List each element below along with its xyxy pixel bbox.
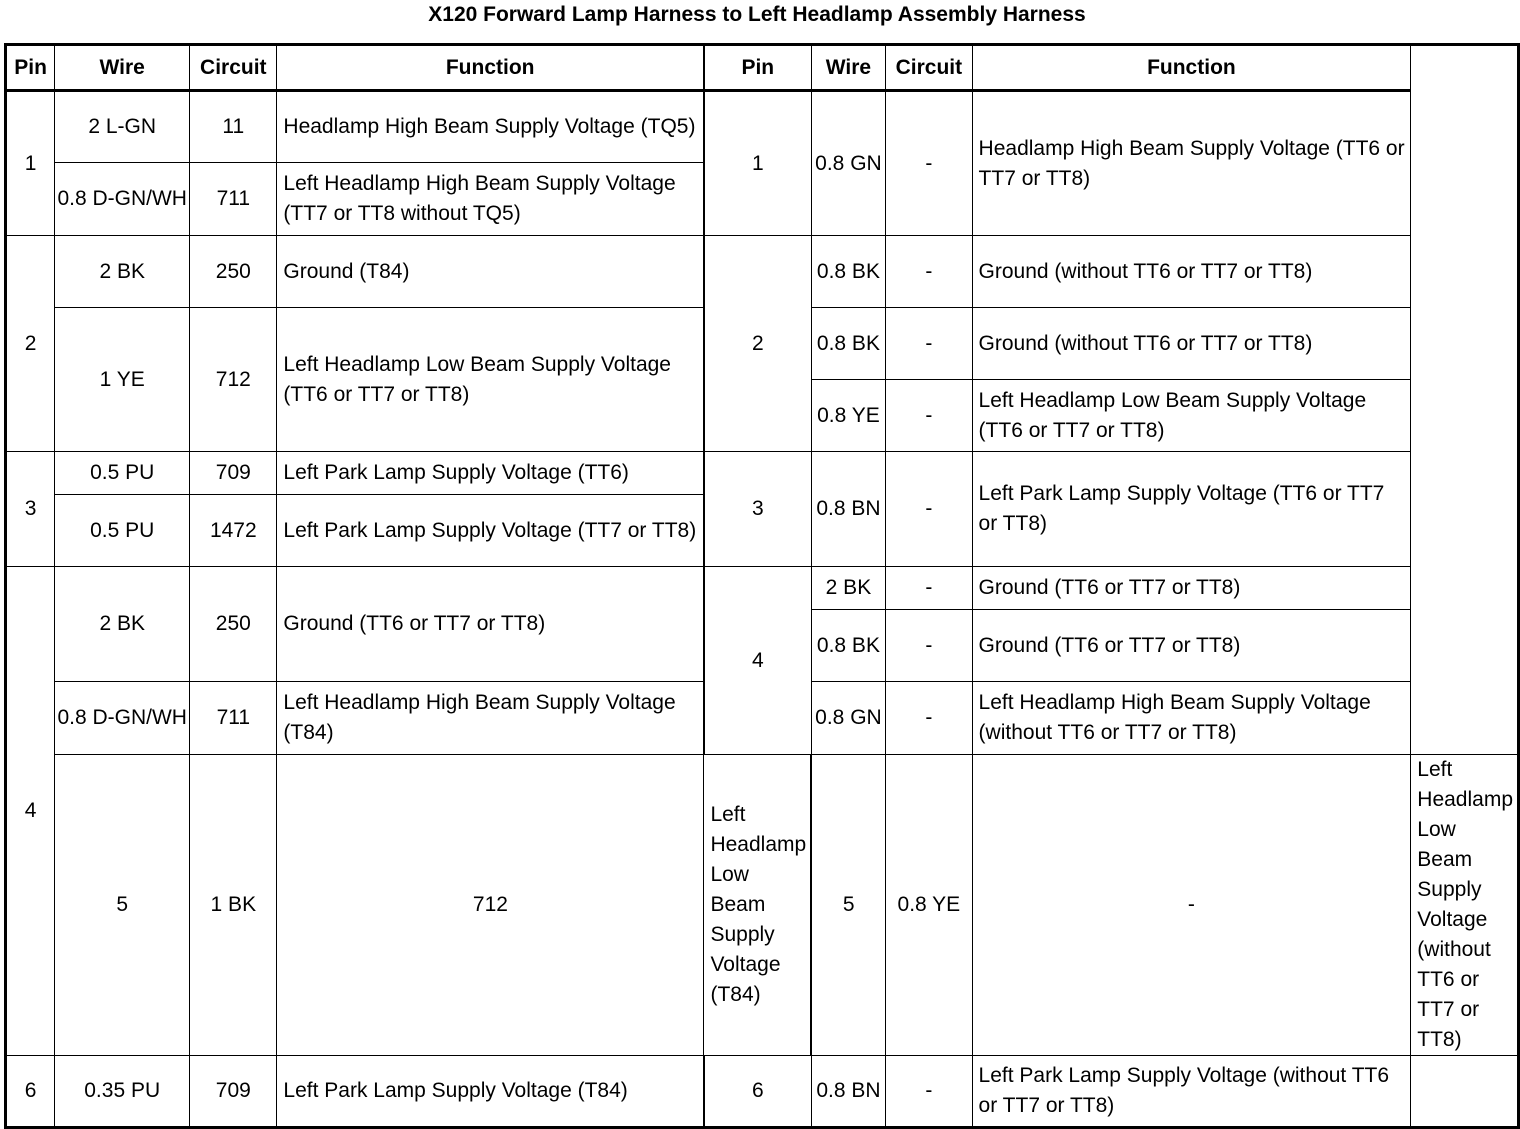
left-function-cell: Left Headlamp High Beam Supply Voltage (TT7 or TT8 without TQ5) bbox=[277, 163, 704, 236]
left-pin-cell: 3 bbox=[6, 452, 55, 567]
left-wire-cell: 1 BK bbox=[190, 755, 277, 1056]
left-circuit-cell: 709 bbox=[190, 452, 277, 495]
left-circuit-cell: 709 bbox=[190, 1056, 277, 1128]
document-title: X120 Forward Lamp Harness to Left Headlamp Assembly Harness bbox=[428, 3, 1086, 26]
right-function-cell: Ground (TT6 or TT7 or TT8) bbox=[972, 610, 1411, 682]
left-wire-cell: 0.35 PU bbox=[55, 1056, 190, 1128]
left-circuit-cell: 1472 bbox=[190, 495, 277, 567]
header-pin-right: Pin bbox=[704, 45, 811, 91]
right-pin-cell: 1 bbox=[704, 91, 811, 236]
right-wire-cell: 0.8 BK bbox=[811, 610, 886, 682]
table-row bbox=[6, 567, 1519, 610]
table-row bbox=[6, 1056, 1519, 1128]
left-wire-cell: 0.8 D-GN/WH bbox=[55, 163, 190, 236]
right-pin-cell: 6 bbox=[704, 1056, 811, 1128]
left-pin-cell: 2 bbox=[6, 236, 55, 452]
header-wire-right: Wire bbox=[811, 45, 886, 91]
right-wire-cell: 0.8 YE bbox=[886, 755, 972, 1056]
left-function-cell: Left Park Lamp Supply Voltage (TT6) bbox=[277, 452, 704, 495]
right-function-cell: Ground (TT6 or TT7 or TT8) bbox=[972, 567, 1411, 610]
right-circuit-cell: - bbox=[886, 91, 972, 236]
right-function-cell: Left Headlamp Low Beam Supply Voltage (without TT6 or TT7 or TT8) bbox=[1411, 755, 1519, 1056]
right-pin-cell: 2 bbox=[704, 236, 811, 452]
left-circuit-cell: 712 bbox=[277, 755, 704, 1056]
right-wire-cell: 0.8 BN bbox=[811, 452, 886, 567]
left-function-cell: Left Headlamp High Beam Supply Voltage (T84) bbox=[277, 682, 704, 755]
left-circuit-cell: 711 bbox=[190, 163, 277, 236]
right-function-cell: Ground (without TT6 or TT7 or TT8) bbox=[972, 308, 1411, 380]
right-wire-cell: 0.8 BN bbox=[811, 1056, 886, 1128]
left-circuit-cell: 250 bbox=[190, 567, 277, 682]
left-pin-cell: 1 bbox=[6, 91, 55, 236]
left-wire-cell: 2 BK bbox=[55, 236, 190, 308]
left-circuit-cell: 250 bbox=[190, 236, 277, 308]
left-wire-cell: 0.5 PU bbox=[55, 452, 190, 495]
right-circuit-cell: - bbox=[886, 236, 972, 308]
left-pin-cell: 6 bbox=[6, 1056, 55, 1128]
right-circuit-cell: - bbox=[972, 755, 1411, 1056]
left-circuit-cell: 11 bbox=[190, 91, 277, 163]
left-pin-cell: 4 bbox=[6, 567, 55, 1056]
header-wire-left: Wire bbox=[55, 45, 190, 91]
header-pin-left: Pin bbox=[6, 45, 55, 91]
right-function-cell: Left Park Lamp Supply Voltage (without TT6 or TT7 or TT8) bbox=[972, 1056, 1411, 1128]
left-function-cell: Left Headlamp Low Beam Supply Voltage (T84) bbox=[704, 755, 811, 1056]
table-row bbox=[6, 755, 1519, 1056]
right-pin-cell: 3 bbox=[704, 452, 811, 567]
left-function-cell: Left Park Lamp Supply Voltage (TT7 or TT8) bbox=[277, 495, 704, 567]
header-circuit-right: Circuit bbox=[886, 45, 972, 91]
right-wire-cell: 0.8 BK bbox=[811, 308, 886, 380]
right-wire-cell: 0.8 YE bbox=[811, 380, 886, 452]
right-circuit-cell: - bbox=[886, 308, 972, 380]
right-pin-cell: 4 bbox=[704, 567, 811, 755]
table-row bbox=[6, 236, 1519, 308]
connector-pinout-table bbox=[4, 43, 1520, 1129]
left-function-cell: Ground (TT6 or TT7 or TT8) bbox=[277, 567, 704, 682]
header-function-right: Function bbox=[972, 45, 1411, 91]
right-function-cell: Headlamp High Beam Supply Voltage (TT6 or TT7 or TT8) bbox=[972, 91, 1411, 236]
left-wire-cell: 1 YE bbox=[55, 308, 190, 452]
right-function-cell: Left Headlamp High Beam Supply Voltage (without TT6 or TT7 or TT8) bbox=[972, 682, 1411, 755]
left-pin-cell: 5 bbox=[55, 755, 190, 1056]
right-circuit-cell: - bbox=[886, 1056, 972, 1128]
header-row bbox=[6, 45, 1519, 91]
right-function-cell: Left Park Lamp Supply Voltage (TT6 or TT7 or TT8) bbox=[972, 452, 1411, 567]
right-pin-cell: 5 bbox=[811, 755, 886, 1056]
left-function-cell: Ground (T84) bbox=[277, 236, 704, 308]
left-function-cell: Left Park Lamp Supply Voltage (T84) bbox=[277, 1056, 704, 1128]
left-wire-cell: 2 BK bbox=[55, 567, 190, 682]
table-row bbox=[6, 91, 1519, 163]
right-function-cell: Left Headlamp Low Beam Supply Voltage (TT6 or TT7 or TT8) bbox=[972, 380, 1411, 452]
right-function-cell: Ground (without TT6 or TT7 or TT8) bbox=[972, 236, 1411, 308]
header-circuit-left: Circuit bbox=[190, 45, 277, 91]
table-row bbox=[6, 452, 1519, 495]
right-wire-cell: 0.8 GN bbox=[811, 91, 886, 236]
right-circuit-cell: - bbox=[886, 380, 972, 452]
right-wire-cell: 2 BK bbox=[811, 567, 886, 610]
left-circuit-cell: 711 bbox=[190, 682, 277, 755]
left-wire-cell: 0.5 PU bbox=[55, 495, 190, 567]
left-function-cell: Left Headlamp Low Beam Supply Voltage (TT6 or TT7 or TT8) bbox=[277, 308, 704, 452]
right-circuit-cell: - bbox=[886, 682, 972, 755]
left-wire-cell: 2 L-GN bbox=[55, 91, 190, 163]
left-function-cell: Headlamp High Beam Supply Voltage (TQ5) bbox=[277, 91, 704, 163]
left-circuit-cell: 712 bbox=[190, 308, 277, 452]
left-wire-cell: 0.8 D-GN/WH bbox=[55, 682, 190, 755]
right-circuit-cell: - bbox=[886, 610, 972, 682]
right-wire-cell: 0.8 BK bbox=[811, 236, 886, 308]
right-wire-cell: 0.8 GN bbox=[811, 682, 886, 755]
right-circuit-cell: - bbox=[886, 567, 972, 610]
right-circuit-cell: - bbox=[886, 452, 972, 567]
header-function-left: Function bbox=[277, 45, 704, 91]
